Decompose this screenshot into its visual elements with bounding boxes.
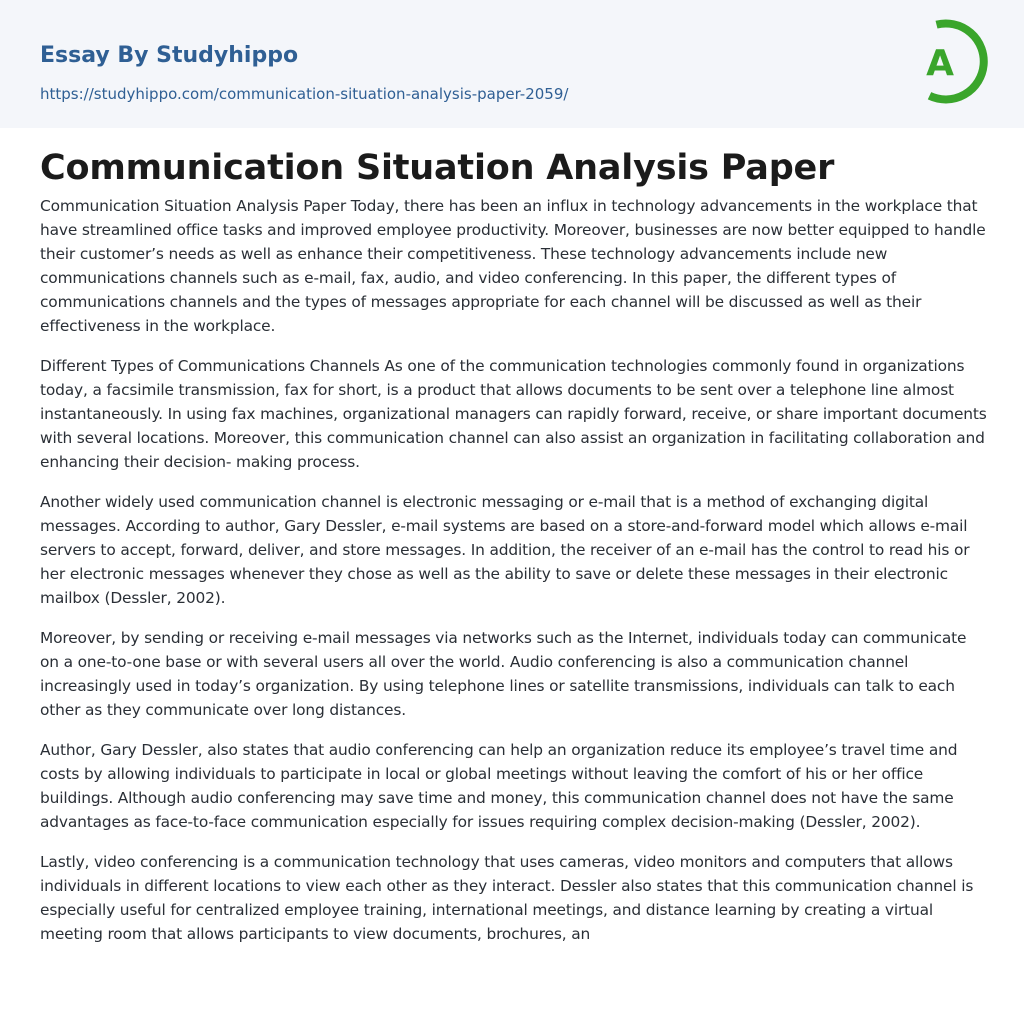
paragraph: Communication Situation Analysis Paper Today, there has been an influx in technology advancements in the workplace that have streamlined office tasks and improved employee productivity. Moreover, businesses are now better equipped to handle their customer’s needs as well as enhance their competitiveness. These technology advancements include new communications channels such as e-mail, fax, audio, and video conferencing. In this paper, the different types of communications channels and the types of messages appropriate for each channel will be discussed as well as their effectiveness in the workplace. bbox=[40, 197, 986, 335]
brand-title: Essay By Studyhippo bbox=[40, 43, 299, 68]
paragraph: Author, Gary Dessler, also states that audio conferencing can help an organization reduce its employee’s travel time and costs by allowing individuals to participate in local or global meetings without leaving the comfort of his or her office buildings. Although audio conferencing may save time and money, this communication channel does not have the same advantages as face-to-face communication especially for issues requiring complex decision-making (Dessler, 2002). bbox=[40, 741, 958, 831]
site-header bbox=[0, 0, 1024, 128]
article-body bbox=[40, 194, 988, 962]
logo-letter: A bbox=[926, 43, 954, 84]
paragraph: Lastly, video conferencing is a communication technology that uses cameras, video monitors and computers that allows individuals in different locations to view each other as they interact. Dessler also states that this communication channel is especially useful for centralized employee training, international meetings, and distance learning by creating a virtual meeting room that allows participants to view documents, brochures, an bbox=[40, 853, 974, 943]
paragraph: Another widely used communication channel is electronic messaging or e-mail that is a method of exchanging digital messages. According to author, Gary Dessler, e-mail systems are based on a store-and-forward model which allows e-mail servers to accept, forward, deliver, and store messages. In addition, the receiver of an e-mail has the control to read his or her electronic messages whenever they chose as well as the ability to save or delete these messages in their electronic mailbox (Dessler, 2002). bbox=[40, 493, 970, 607]
paragraph: Moreover, by sending or receiving e-mail messages via networks such as the Internet, individuals today can communicate on a one-to-one base or with several users all over the world. Audio conferencing is also a communication channel increasingly used in today’s organization. By using telephone lines or satellite transmissions, individuals can talk to each other as they communicate over long distances. bbox=[40, 629, 967, 719]
source-url-link[interactable]: https://studyhippo.com/communication-situation-analysis-paper-2059/ bbox=[40, 85, 569, 103]
page-title: Communication Situation Analysis Paper bbox=[40, 148, 835, 188]
paragraph: Different Types of Communications Channels As one of the communication technologies commonly found in organizations today, a facsimile transmission, fax for short, is a product that allows documents to be sent over a telephone line almost instantaneously. In using fax machines, organizational managers can rapidly forward, receive, or share important documents with several locations. Moreover, this communication channel can also assist an organization in facilitating collaboration and enhancing their decision- making process. bbox=[40, 357, 987, 471]
studyhippo-logo-icon bbox=[908, 18, 988, 106]
